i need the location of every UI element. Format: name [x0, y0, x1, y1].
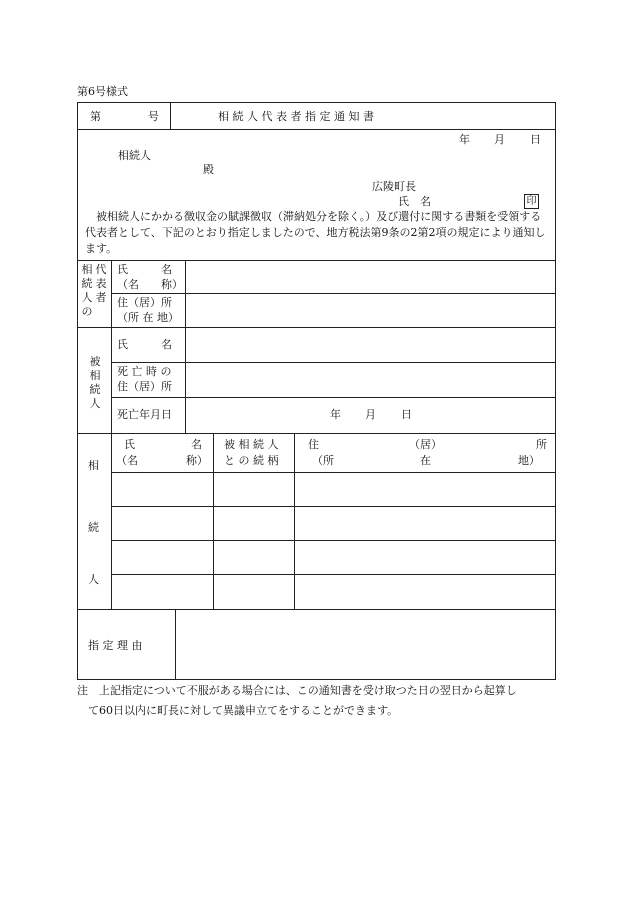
- rep-name-label: 氏 名: [117, 263, 172, 276]
- sender-office: 広陵町長: [372, 180, 416, 193]
- sender-name-label: 氏 名: [398, 195, 431, 208]
- deceased-address-label-alt: 住（居）所: [117, 380, 172, 393]
- col-address-3: 所: [536, 438, 547, 451]
- heirs-label-3: 人: [88, 573, 99, 586]
- deceased-address-label: 死 亡 時 の: [117, 365, 172, 378]
- col-address-6: 地）: [518, 454, 540, 467]
- rep-address-label: 住（居）所: [117, 296, 172, 309]
- death-date-label: 死亡年月日: [117, 408, 172, 421]
- col-relation-1: 被 相 続 人: [224, 438, 279, 451]
- col-address-5: 在: [420, 454, 431, 467]
- notice-form: [77, 102, 556, 680]
- representative-label-1: 相続人の: [81, 263, 93, 318]
- form-number: 第6号様式: [77, 85, 128, 98]
- col-name-4: 称）: [186, 454, 208, 467]
- col-name-1: 氏: [124, 438, 135, 451]
- rep-address-label-alt: （所 在 地）: [117, 311, 179, 324]
- rep-name-label-alt: （名 称）: [117, 278, 183, 291]
- notice-body: 被相続人にかかる徴収金の賦課徴収（滞納処分を除く。）及び還付に関する書類を受領する代表者として、下記のとおり指定しましたので、地方税法第9条の2第2項の規定により通知します。: [85, 210, 546, 255]
- seal-mark: 印: [524, 194, 539, 209]
- footnote-line-1: 注 上記指定について不服がある場合には、この通知書を受け取つた日の翌日から起算し: [77, 684, 517, 697]
- heirs-label-2: 続: [88, 521, 99, 534]
- col-address-4: （所: [312, 454, 334, 467]
- representative-label-2: 代表者: [95, 263, 107, 304]
- col-name-2: 名: [191, 438, 202, 451]
- addressee: 相続人: [118, 149, 151, 162]
- header-dai: 第: [90, 110, 101, 123]
- document-title: 相 続 人 代 表 者 指 定 通 知 書: [218, 110, 374, 123]
- date-month: 月: [494, 133, 505, 146]
- heirs-label-1: 相: [88, 459, 99, 472]
- footnote-line-2: て60日以内に町長に対して異議申立てをすることができます。: [88, 704, 399, 717]
- reason-label: 指 定 理 由: [88, 639, 143, 652]
- col-address-1: 住: [308, 438, 319, 451]
- col-name-3: （名: [116, 454, 138, 467]
- deceased-name-label: 氏 名: [117, 338, 172, 351]
- death-day: 日: [401, 408, 412, 421]
- header-go: 号: [148, 110, 159, 123]
- dono: 殿: [203, 163, 214, 176]
- col-relation-2: と の 続 柄: [224, 454, 279, 467]
- death-month: 月: [365, 408, 376, 421]
- deceased-section-label: 被相続人: [89, 355, 101, 410]
- date-day: 日: [530, 133, 541, 146]
- death-year: 年: [330, 408, 341, 421]
- col-address-2: （居）: [409, 438, 442, 451]
- date-year: 年: [459, 133, 470, 146]
